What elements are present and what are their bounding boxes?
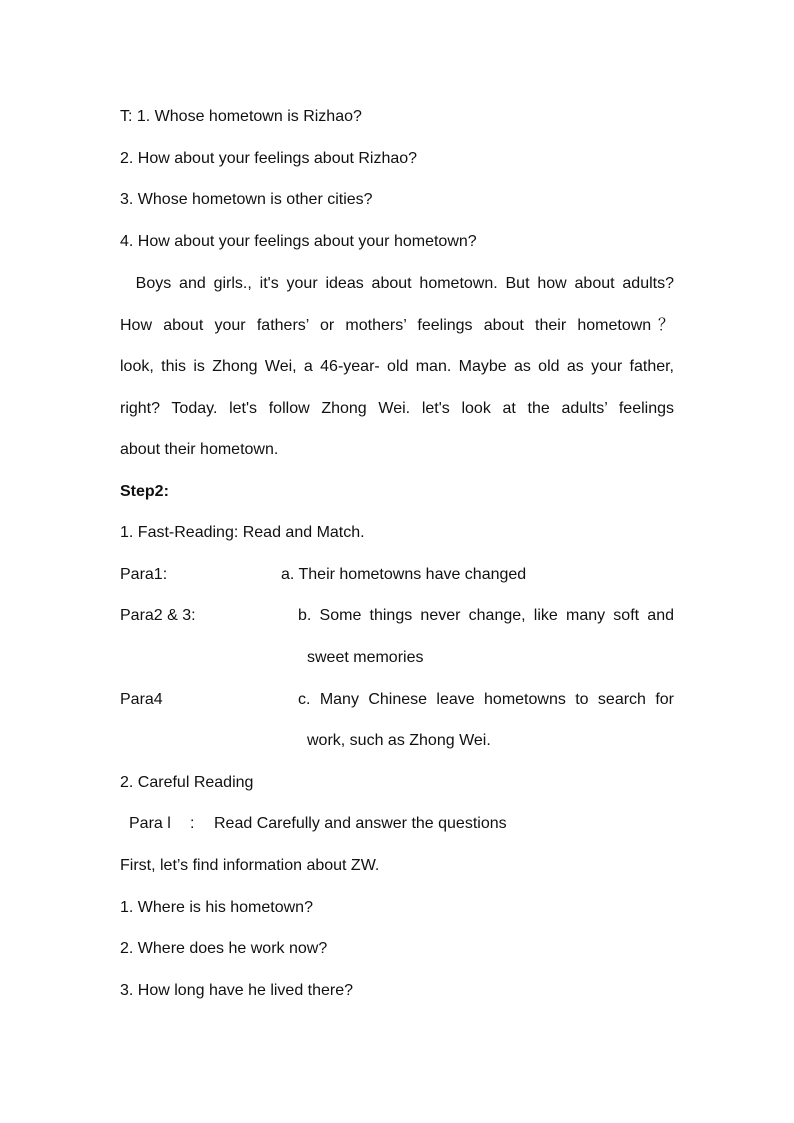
para-label: Para l — [129, 815, 171, 832]
step2-heading: Step2: — [120, 483, 169, 500]
careful-reading-intro: First, let’s find information about ZW. — [120, 857, 380, 874]
careful-question-3: 3. How long have he lived there? — [120, 982, 354, 999]
careful-reading-title: 2. Careful Reading — [120, 774, 254, 791]
intro-line-5: about their hometown. — [120, 441, 279, 458]
intro-line-1: Boys and girls., it's your ideas about hometown. But how about adults? — [120, 275, 674, 292]
careful-reading-instruction: Read Carefully and answer the questions — [214, 815, 507, 832]
intro-line-3: look, this is Zhong Wei, a 46-year- old man. Maybe as old as your father, — [120, 358, 674, 375]
match-option-continued: work, such as Zhong Wei. — [307, 732, 491, 749]
match-para-label: Para2 & 3: — [120, 607, 196, 624]
match-option: b. Some things never change, like many soft and — [298, 607, 674, 624]
fast-reading-title: 1. Fast-Reading: Read and Match. — [120, 524, 365, 541]
intro-line-2: How about your fathers’ or mothers’ feelings about their hometown？ — [120, 317, 674, 334]
careful-question-1: 1. Where is his hometown? — [120, 899, 313, 916]
question-line-4: 4. How about your feelings about your hometown? — [120, 233, 477, 250]
intro-line-4: right? Today. let's follow Zhong Wei. let's look at the adults’ feelings — [120, 400, 674, 417]
match-para-label: Para1: — [120, 566, 168, 583]
match-option: a. Their hometowns have changed — [281, 566, 527, 583]
careful-question-2: 2. Where does he work now? — [120, 940, 328, 957]
match-option-continued: sweet memories — [307, 649, 424, 666]
question-line-3: 3. Whose hometown is other cities? — [120, 191, 373, 208]
question-line-1: T: 1. Whose hometown is Rizhao? — [120, 108, 362, 125]
para-colon: : — [190, 815, 195, 832]
question-line-2: 2. How about your feelings about Rizhao? — [120, 150, 418, 167]
match-option: c. Many Chinese leave hometowns to search for — [298, 691, 674, 708]
match-para-label: Para4 — [120, 691, 163, 708]
